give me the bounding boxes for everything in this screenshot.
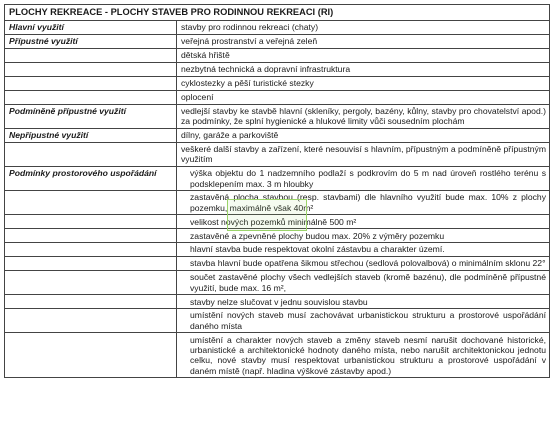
row-value: veřejná prostranství a veřejná zeleň — [177, 35, 550, 49]
table-row — [5, 76, 550, 90]
row-label — [5, 90, 177, 104]
table-row — [5, 271, 550, 295]
row-value: zastavěná plocha stavbou (resp. stavbami) dle hlavního využití bude max. 10% z plochy pozemku, maximálně však 40m² — [177, 191, 550, 215]
row-label — [5, 48, 177, 62]
table-row — [5, 62, 550, 76]
table-row — [5, 229, 550, 243]
row-label — [5, 295, 177, 309]
row-value: dětská hřiště — [177, 48, 550, 62]
table-row — [5, 309, 550, 333]
table-body — [5, 21, 550, 378]
row-label: Přípustné využití — [5, 35, 177, 49]
table-row — [5, 142, 550, 166]
row-label — [5, 62, 177, 76]
table-row — [5, 243, 550, 257]
row-value: stavba hlavní bude opatřena šikmou střechou (sedlová polovalbová) o minimálním sklonu 22° — [177, 257, 550, 271]
table-row — [5, 191, 550, 215]
row-label — [5, 229, 177, 243]
row-label — [5, 215, 177, 229]
table-title: PLOCHY REKREACE - PLOCHY STAVEB PRO RODINNOU REKREACI (RI) — [5, 5, 550, 21]
table-row — [5, 166, 550, 190]
row-label — [5, 142, 177, 166]
row-value: výška objektu do 1 nadzemního podlaží s podkrovím do 5 m nad úroveň rostlého terénu s podsklepením max. 3 m hloubky — [177, 166, 550, 190]
table-row — [5, 257, 550, 271]
table-row — [5, 21, 550, 35]
row-value: veškeré další stavby a zařízení, které nesouvisí s hlavním, přípustným a podmíněně přípustným využitím — [177, 142, 550, 166]
row-label — [5, 191, 177, 215]
table-row — [5, 90, 550, 104]
row-value: dílny, garáže a parkoviště — [177, 128, 550, 142]
table-row — [5, 215, 550, 229]
row-value: stavby nelze slučovat v jednu souvislou stavbu — [177, 295, 550, 309]
row-value: vedlejší stavby ke stavbě hlavní (skleníky, pergoly, bazény, kůlny, stavby pro chovatelství apod.) za podmínky, že splní hygienické a hlukové limity vůči sousedním plochám — [177, 104, 550, 128]
table-row — [5, 48, 550, 62]
row-label — [5, 257, 177, 271]
table-row — [5, 35, 550, 49]
row-label — [5, 333, 177, 378]
row-label — [5, 271, 177, 295]
row-value: nezbytná technická a dopravní infrastruktura — [177, 62, 550, 76]
row-value: oplocení — [177, 90, 550, 104]
table-row — [5, 295, 550, 309]
table-title-row — [5, 5, 550, 21]
row-label — [5, 243, 177, 257]
table-row — [5, 333, 550, 378]
row-label: Podmíněně přípustné využití — [5, 104, 177, 128]
row-label: Nepřípustné využití — [5, 128, 177, 142]
row-value: hlavní stavba bude respektovat okolní zástavbu a charakter území. — [177, 243, 550, 257]
row-label: Podmínky prostorového uspořádání — [5, 166, 177, 190]
row-value: velikost nových pozemků minimálně 500 m² — [177, 215, 550, 229]
row-value: umístění a charakter nových staveb a změny staveb nesmí narušit dochované historické, urbanistické a architektonické hodnoty daného místa, nebo narušit architektonickou jednotu celku, nové stavby musí respektovat urbanistickou strukturu a prostorové uspořádání v daném místě (např. hladina výškové zástavby apod.) — [177, 333, 550, 378]
regulation-table — [4, 4, 550, 378]
row-value: umístění nových staveb musí zachovávat urbanistickou strukturu a prostorové uspořádání daného místa — [177, 309, 550, 333]
table-row — [5, 128, 550, 142]
row-label — [5, 76, 177, 90]
row-value: součet zastavěné plochy všech vedlejších staveb (kromě bazénu), dle podmíněně přípustné využití, bude max. 16 m², — [177, 271, 550, 295]
row-label: Hlavní využití — [5, 21, 177, 35]
row-label — [5, 309, 177, 333]
table-row — [5, 104, 550, 128]
row-value: stavby pro rodinnou rekreaci (chaty) — [177, 21, 550, 35]
row-value: zastavěné a zpevněné plochy budou max. 20% z výměry pozemku — [177, 229, 550, 243]
row-value: cyklostezky a pěší turistické stezky — [177, 76, 550, 90]
